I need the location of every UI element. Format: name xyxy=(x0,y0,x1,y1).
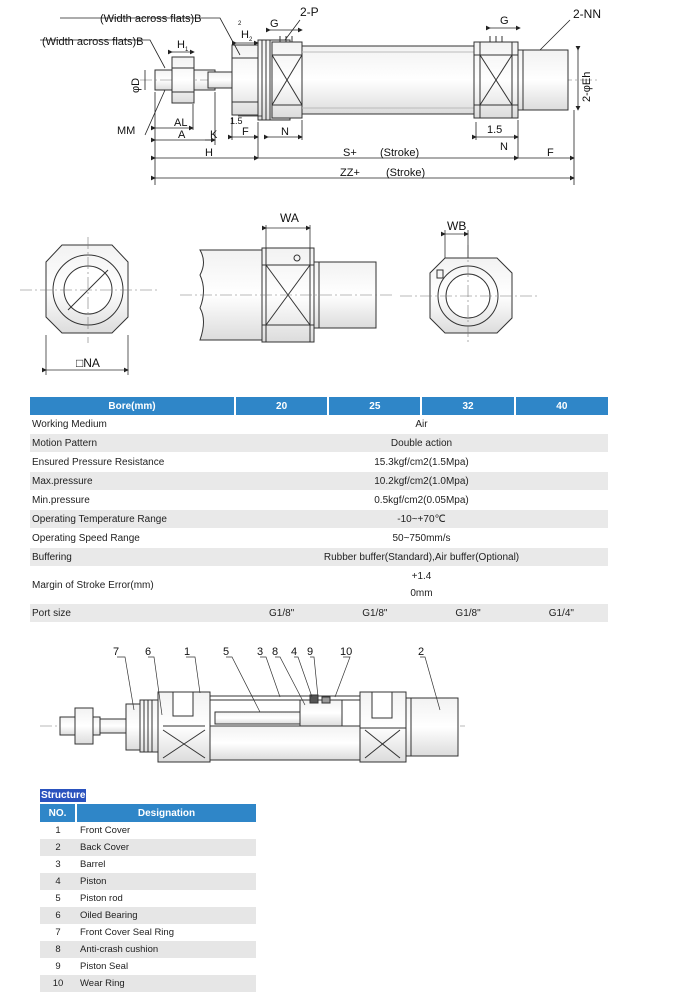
svg-text:(Stroke): (Stroke) xyxy=(380,147,420,159)
part-name: Piston Seal xyxy=(80,961,129,972)
row-value: 0.5kgf/cm2(0.05Mpa) xyxy=(235,491,608,510)
section-drawing xyxy=(40,657,465,762)
row-label: Max.pressure xyxy=(30,472,235,491)
label-na: □NA xyxy=(76,356,100,370)
svg-text:(Stroke): (Stroke) xyxy=(386,167,426,179)
svg-text:G: G xyxy=(500,15,509,27)
part-no: 10 xyxy=(40,975,76,992)
part-name: Front Cover Seal Ring xyxy=(80,927,174,938)
svg-text:2: 2 xyxy=(238,21,242,27)
table-row xyxy=(40,856,256,873)
callout-2: 2 xyxy=(418,646,425,658)
row-label: Min.pressure xyxy=(30,491,235,510)
header-bore-40: 40 xyxy=(515,397,608,415)
svg-text:S+: S+ xyxy=(343,147,357,159)
table-row xyxy=(30,604,608,623)
row-value: Double action xyxy=(235,434,608,453)
svg-text:AL: AL xyxy=(174,117,188,129)
row-label: Motion Pattern xyxy=(30,434,235,453)
table-row xyxy=(40,873,256,890)
callout-7: 7 xyxy=(113,646,120,658)
svg-text:N: N xyxy=(281,126,289,138)
part-name: Front Cover xyxy=(80,825,131,836)
row-value: 15.3kgf/cm2(1.5Mpa) xyxy=(235,453,608,472)
table-row xyxy=(30,529,608,548)
callout-3: 3 xyxy=(257,646,264,658)
header-bore-32: 32 xyxy=(421,397,514,415)
row-label: Working Medium xyxy=(30,415,235,434)
svg-text:H: H xyxy=(177,39,185,51)
cylinder-outline-drawing xyxy=(140,36,600,120)
part-name: Piston rod xyxy=(80,893,123,904)
row-value: Air xyxy=(235,415,608,434)
port-size-20: G1/8" xyxy=(235,604,328,623)
part-no: 7 xyxy=(55,927,61,938)
svg-text:2-φEh: 2-φEh xyxy=(581,71,593,102)
row-value: Rubber buffer(Standard),Air buffer(Optional) xyxy=(235,548,608,567)
header-bore-20: 20 xyxy=(235,397,328,415)
callout-8: 8 xyxy=(272,646,279,658)
label-width-b2: (Width across flats)B xyxy=(100,13,202,25)
callout-4: 4 xyxy=(291,646,298,658)
side-view-middle xyxy=(180,225,395,342)
part-no: 8 xyxy=(40,941,76,958)
stroke-error-upper: +1.4 xyxy=(411,571,432,582)
spec-table xyxy=(30,397,608,623)
part-name: Anti-crash cushion xyxy=(76,941,256,958)
end-view-right xyxy=(400,230,540,345)
table-row xyxy=(30,415,608,434)
table-row xyxy=(40,839,256,856)
callout-6: 6 xyxy=(145,646,152,658)
structure-header-row xyxy=(40,804,256,822)
row-label: Operating Temperature Range xyxy=(30,510,235,529)
part-no: 6 xyxy=(40,907,76,924)
svg-text:F: F xyxy=(547,147,554,159)
row-label: Ensured Pressure Resistance xyxy=(30,453,235,472)
svg-text:K: K xyxy=(210,129,218,141)
port-size-40: G1/4" xyxy=(515,604,608,623)
svg-text:F: F xyxy=(242,126,249,138)
table-row xyxy=(40,975,256,992)
part-no: 3 xyxy=(55,859,61,870)
part-no: 4 xyxy=(40,873,76,890)
row-label: Buffering xyxy=(30,548,235,567)
table-row xyxy=(30,567,608,604)
structure-title: Structure xyxy=(41,790,86,801)
header-bore: Bore(mm) xyxy=(30,397,235,415)
callout-1: 1 xyxy=(184,646,191,658)
header-no: NO. xyxy=(40,804,76,822)
table-row xyxy=(30,491,608,510)
table-row xyxy=(40,941,256,958)
part-name: Piston xyxy=(76,873,256,890)
row-value: 10.2kgf/cm2(1.0Mpa) xyxy=(235,472,608,491)
svg-text:A: A xyxy=(178,129,186,141)
table-row xyxy=(30,472,608,491)
svg-text:2-P: 2-P xyxy=(300,5,319,19)
table-row xyxy=(30,434,608,453)
svg-text:G: G xyxy=(270,18,279,30)
svg-text:MM: MM xyxy=(117,125,136,137)
part-name: Wear Ring xyxy=(76,975,256,992)
end-view-left xyxy=(20,237,160,375)
part-no: 9 xyxy=(55,961,61,972)
table-row xyxy=(40,890,256,907)
stroke-error-lower: 0mm xyxy=(410,588,433,599)
header-designation: Designation xyxy=(76,804,256,822)
callout-9: 9 xyxy=(307,646,314,658)
row-value: 50~750mm/s xyxy=(235,529,608,548)
row-value: -10~+70℃ xyxy=(235,510,608,529)
svg-text:2: 2 xyxy=(249,37,253,43)
table-row xyxy=(30,548,608,567)
label-wa: WA xyxy=(280,211,299,225)
structure-table xyxy=(40,804,256,992)
svg-text:1: 1 xyxy=(185,47,189,53)
table-row xyxy=(40,822,256,839)
svg-text:H: H xyxy=(241,29,249,41)
table-row xyxy=(30,510,608,529)
table-row xyxy=(30,453,608,472)
row-label: Port size xyxy=(30,604,235,623)
stroke-error-value xyxy=(235,567,608,604)
callout-10: 10 xyxy=(340,646,353,658)
section-callouts xyxy=(113,646,424,658)
svg-text:1.5: 1.5 xyxy=(487,124,503,136)
table-row xyxy=(40,958,256,975)
svg-text:ZZ+: ZZ+ xyxy=(340,167,360,179)
svg-text:2-NN: 2-NN xyxy=(573,7,602,21)
part-name: Oiled Bearing xyxy=(76,907,256,924)
port-size-32: G1/8" xyxy=(421,604,514,623)
table-row xyxy=(40,924,256,941)
part-no: 2 xyxy=(40,839,76,856)
table-row xyxy=(40,907,256,924)
svg-text:φD: φD xyxy=(130,77,142,93)
spec-header-row xyxy=(30,397,608,415)
label-width-b: (Width across flats)B xyxy=(42,36,144,48)
part-no: 1 xyxy=(55,825,61,836)
header-bore-25: 25 xyxy=(328,397,421,415)
row-label: Operating Speed Range xyxy=(30,529,235,548)
label-wb: WB xyxy=(447,219,467,233)
callout-5: 5 xyxy=(223,646,230,658)
svg-text:N: N xyxy=(500,141,508,153)
svg-text:H: H xyxy=(205,147,213,159)
port-size-25: G1/8" xyxy=(328,604,421,623)
part-name: Back Cover xyxy=(76,839,256,856)
part-no: 5 xyxy=(55,893,61,904)
part-name: Barrel xyxy=(80,859,106,870)
svg-text:1.5: 1.5 xyxy=(230,116,243,126)
row-label: Margin of Stroke Error(mm) xyxy=(30,567,235,604)
